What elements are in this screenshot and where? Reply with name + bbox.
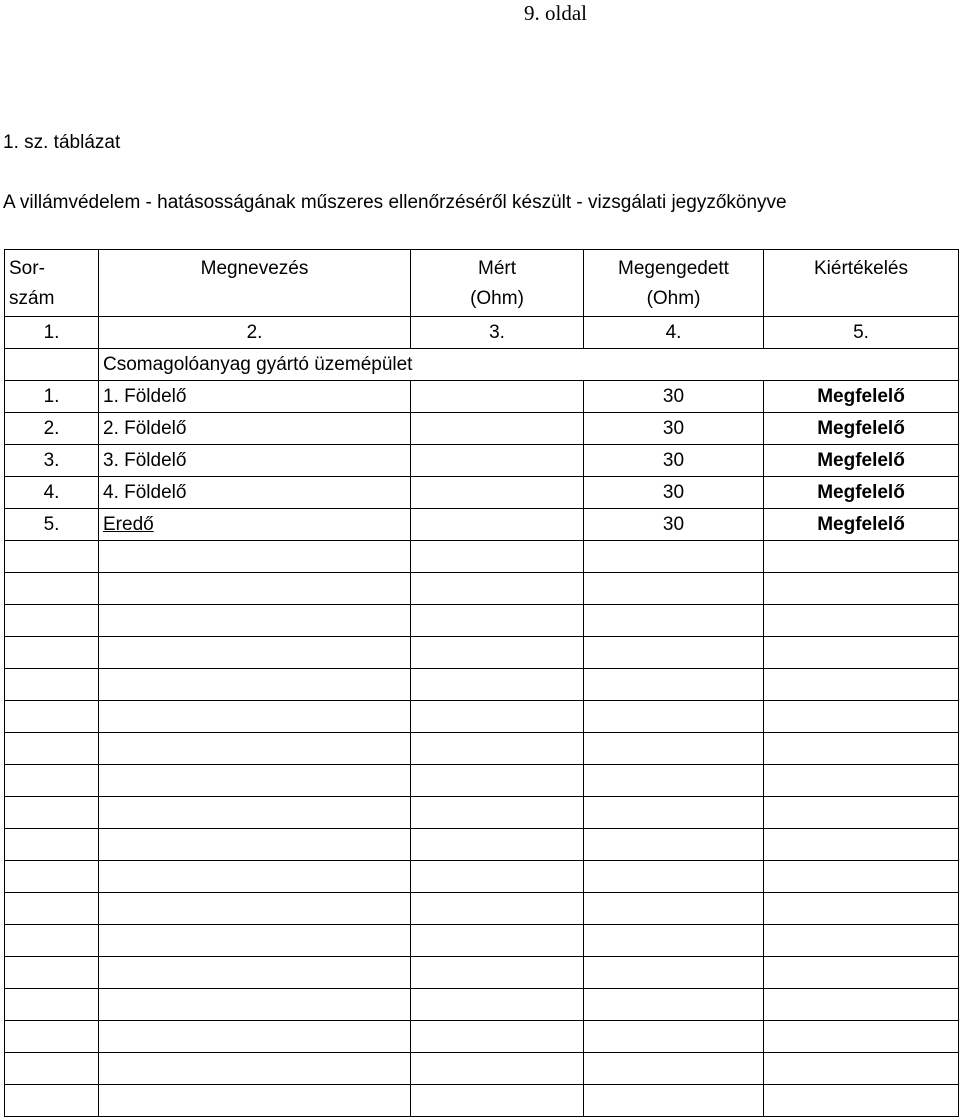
table-row: [5, 445, 959, 477]
table-caption: 1. sz. táblázat: [3, 132, 121, 153]
header-row: [5, 250, 959, 317]
row-name: Eredő: [99, 509, 411, 541]
empty-row: [5, 605, 959, 637]
row-evaluation: Megfelelő: [764, 381, 959, 413]
header-name: Megnevezés: [99, 250, 411, 317]
row-number: 4.: [5, 477, 99, 509]
row-number: 5.: [5, 509, 99, 541]
table-row: [5, 477, 959, 509]
empty-row: [5, 701, 959, 733]
column-number: 5.: [764, 317, 959, 349]
column-number: 1.: [5, 317, 99, 349]
empty-row: [5, 1021, 959, 1053]
empty-row: [5, 541, 959, 573]
empty-row: [5, 733, 959, 765]
section-row: [5, 349, 959, 381]
row-allowed: 30: [584, 445, 764, 477]
row-measured: [411, 445, 584, 477]
empty-row: [5, 797, 959, 829]
row-name: 3. Földelő: [99, 445, 411, 477]
row-measured: [411, 477, 584, 509]
page-number: 9. oldal: [524, 1, 587, 25]
empty-row: [5, 893, 959, 925]
table-row: [5, 413, 959, 445]
row-name: 1. Földelő: [99, 381, 411, 413]
row-name: 2. Földelő: [99, 413, 411, 445]
column-number: 2.: [99, 317, 411, 349]
column-number: 4.: [584, 317, 764, 349]
document-title: A villámvédelem - hatásosságának műszeres ellenőrzéséről készült - vizsgálati jegyzőkönyve: [3, 192, 787, 213]
header-evaluation: Kiértékelés: [764, 250, 959, 317]
table-row: [5, 509, 959, 541]
empty-row: [5, 573, 959, 605]
row-name: 4. Földelő: [99, 477, 411, 509]
row-number: 3.: [5, 445, 99, 477]
empty-row: [5, 861, 959, 893]
row-measured: [411, 509, 584, 541]
header-measured: Mért (Ohm): [411, 250, 584, 317]
empty-row: [5, 957, 959, 989]
empty-row: [5, 1085, 959, 1117]
column-number-row: [5, 317, 959, 349]
column-number: 3.: [411, 317, 584, 349]
inspection-table: [4, 249, 959, 1117]
row-allowed: 30: [584, 413, 764, 445]
row-allowed: 30: [584, 381, 764, 413]
empty-row: [5, 1053, 959, 1085]
empty-row: [5, 765, 959, 797]
empty-row: [5, 989, 959, 1021]
section-title: Csomagolóanyag gyártó üzemépület: [99, 349, 959, 381]
empty-row: [5, 637, 959, 669]
empty-row: [5, 829, 959, 861]
empty-row: [5, 669, 959, 701]
row-evaluation: Megfelelő: [764, 509, 959, 541]
header-allowed: Megengedett (Ohm): [584, 250, 764, 317]
empty-cell: [5, 349, 99, 381]
row-allowed: 30: [584, 509, 764, 541]
row-evaluation: Megfelelő: [764, 477, 959, 509]
row-evaluation: Megfelelő: [764, 445, 959, 477]
row-number: 2.: [5, 413, 99, 445]
empty-row: [5, 925, 959, 957]
row-evaluation: Megfelelő: [764, 413, 959, 445]
row-measured: [411, 381, 584, 413]
row-allowed: 30: [584, 477, 764, 509]
header-serial: Sor- szám: [5, 250, 99, 317]
row-measured: [411, 413, 584, 445]
table-row: [5, 381, 959, 413]
row-number: 1.: [5, 381, 99, 413]
